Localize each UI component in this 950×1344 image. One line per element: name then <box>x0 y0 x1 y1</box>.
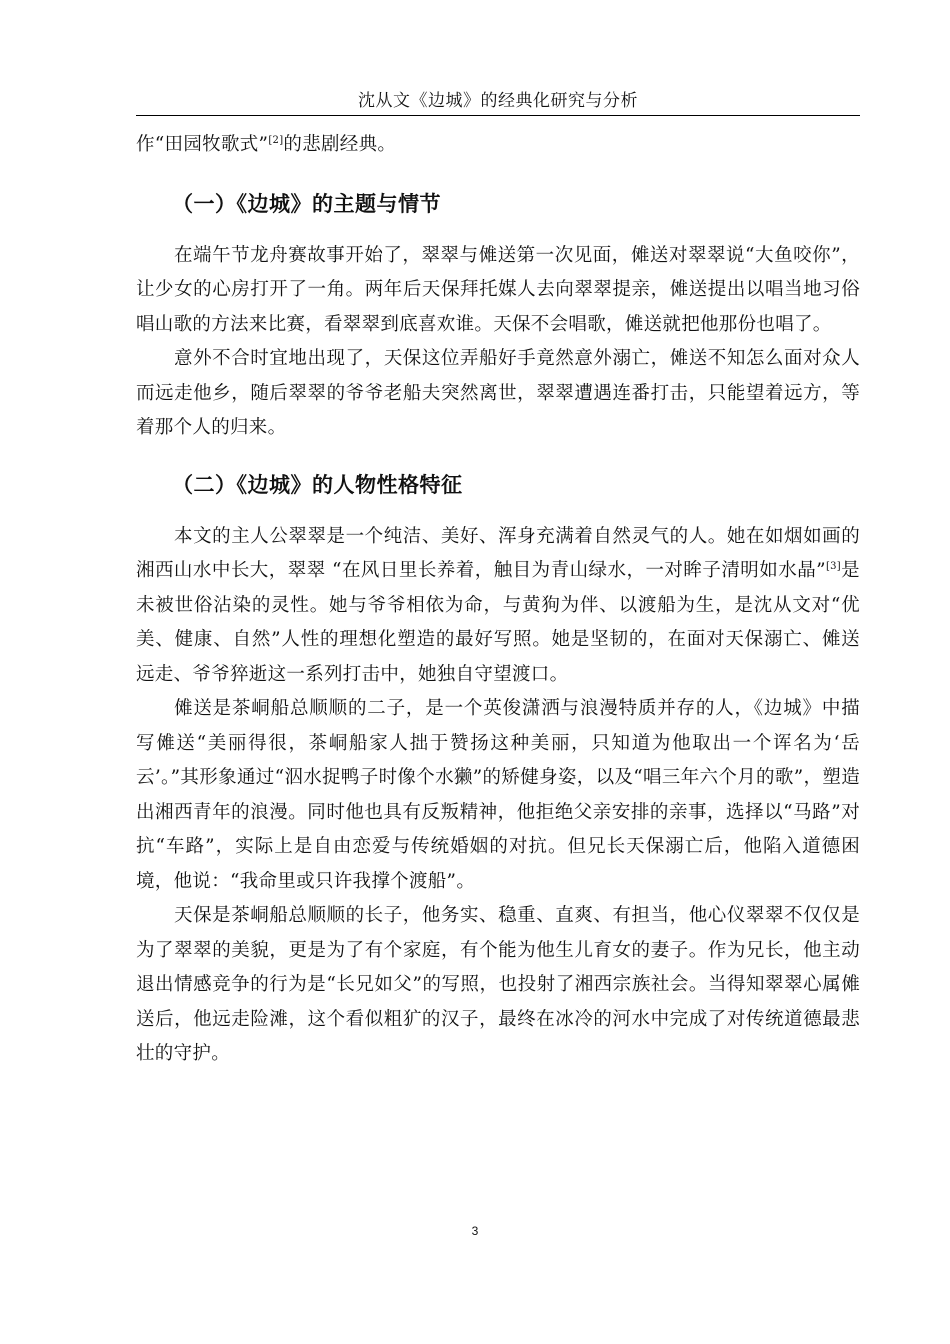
paragraph-cuicui <box>136 520 860 693</box>
section-heading-characters: （二）《边城》的人物性格特征 <box>172 472 463 497</box>
intro-text-post: 的悲剧经典。 <box>283 134 397 155</box>
citation-2: [2] <box>268 135 284 146</box>
cuicui-text-post: 是未被世俗沾染的灵性。她与爷爷相依为命，与黄狗为伴、以渡船为生，是沈从文对“优美、健康、自然”人性的理想化塑造的最好写照。她是坚韧的，在面对天保溺亡、傩送远走、爷爷猝逝这一系列打击中，她独自守望渡口。 <box>136 560 860 685</box>
running-header-title: 沈从文《边城》的经典化研究与分析 <box>358 91 638 111</box>
section-heading-theme-plot: （一）《边城》的主题与情节 <box>172 191 441 216</box>
paragraph-plot-2: 意外不合时宜地出现了，天保这位弄船好手竟然意外溺亡，傩送不知怎么面对众人而远走他乡，随后翠翠的爷爷老船夫突然离世，翠翠遭遇连番打击，只能望着远方，等着那个人的归来。 <box>136 348 860 438</box>
cuicui-text-pre: 本文的主人公翠翠是一个纯洁、美好、浑身充满着自然灵气的人。她在如烟如画的湘西山水中长大，翠翠 “在风日里长养着，触目为青山绿水，一对眸子清明如水晶” <box>136 525 860 581</box>
paragraph-tianbao: 天保是茶峒船总顺顺的长子，他务实、稳重、直爽、有担当，他心仪翠翠不仅仅是为了翠翠的美貌，更是为了有个家庭，有个能为他生儿育女的妻子。作为兄长，他主动退出情感竞争的行为是“长兄如父”的写照，也投射了湘西宗族社会。当得知翠翠心属傩送后，他远走险滩，这个看似粗犷的汉子，最终在冰冷的河水中完成了对传统道德最悲壮的守护。 <box>136 905 860 1064</box>
intro-text-pre: 作“田园牧歌式” <box>136 134 269 155</box>
paragraph-nuosong: 傩送是茶峒船总顺顺的二子，是一个英俊潇洒与浪漫特质并存的人，《边城》中描写傩送“美丽得很，茶峒船家人拙于赞扬这种美丽，只知道为他取出一个诨名为‘岳云’。”其形象通过“泅水捉鸭子时像个水獭”的矫健身姿，以及“唱三年六个月的歌”，塑造出湘西青年的浪漫。同时他也具有反叛精神，他拒绝父亲安排的亲事，选择以“马路”对抗“车路”，实际上是自由恋爱与传统婚姻的对抗。但兄长天保溺亡后，他陷入道德困境，他说：“我命里或只许我撑个渡船”。 <box>136 698 860 892</box>
header-rule <box>136 115 860 116</box>
intro-paragraph <box>136 128 860 163</box>
page-number: 3 <box>471 1224 479 1238</box>
citation-3: [3] <box>825 561 842 572</box>
paragraph-plot-1: 在端午节龙舟赛故事开始了，翠翠与傩送第一次见面，傩送对翠翠说“大鱼咬你”，让少女的心房打开了一角。两年后天保拜托媒人去向翠翠提亲，傩送提出以唱当地习俗唱山歌的方法来比赛，看翠翠到底喜欢谁。天保不会唱歌，傩送就把他那份也唱了。 <box>136 244 860 335</box>
page-body <box>136 128 860 1072</box>
